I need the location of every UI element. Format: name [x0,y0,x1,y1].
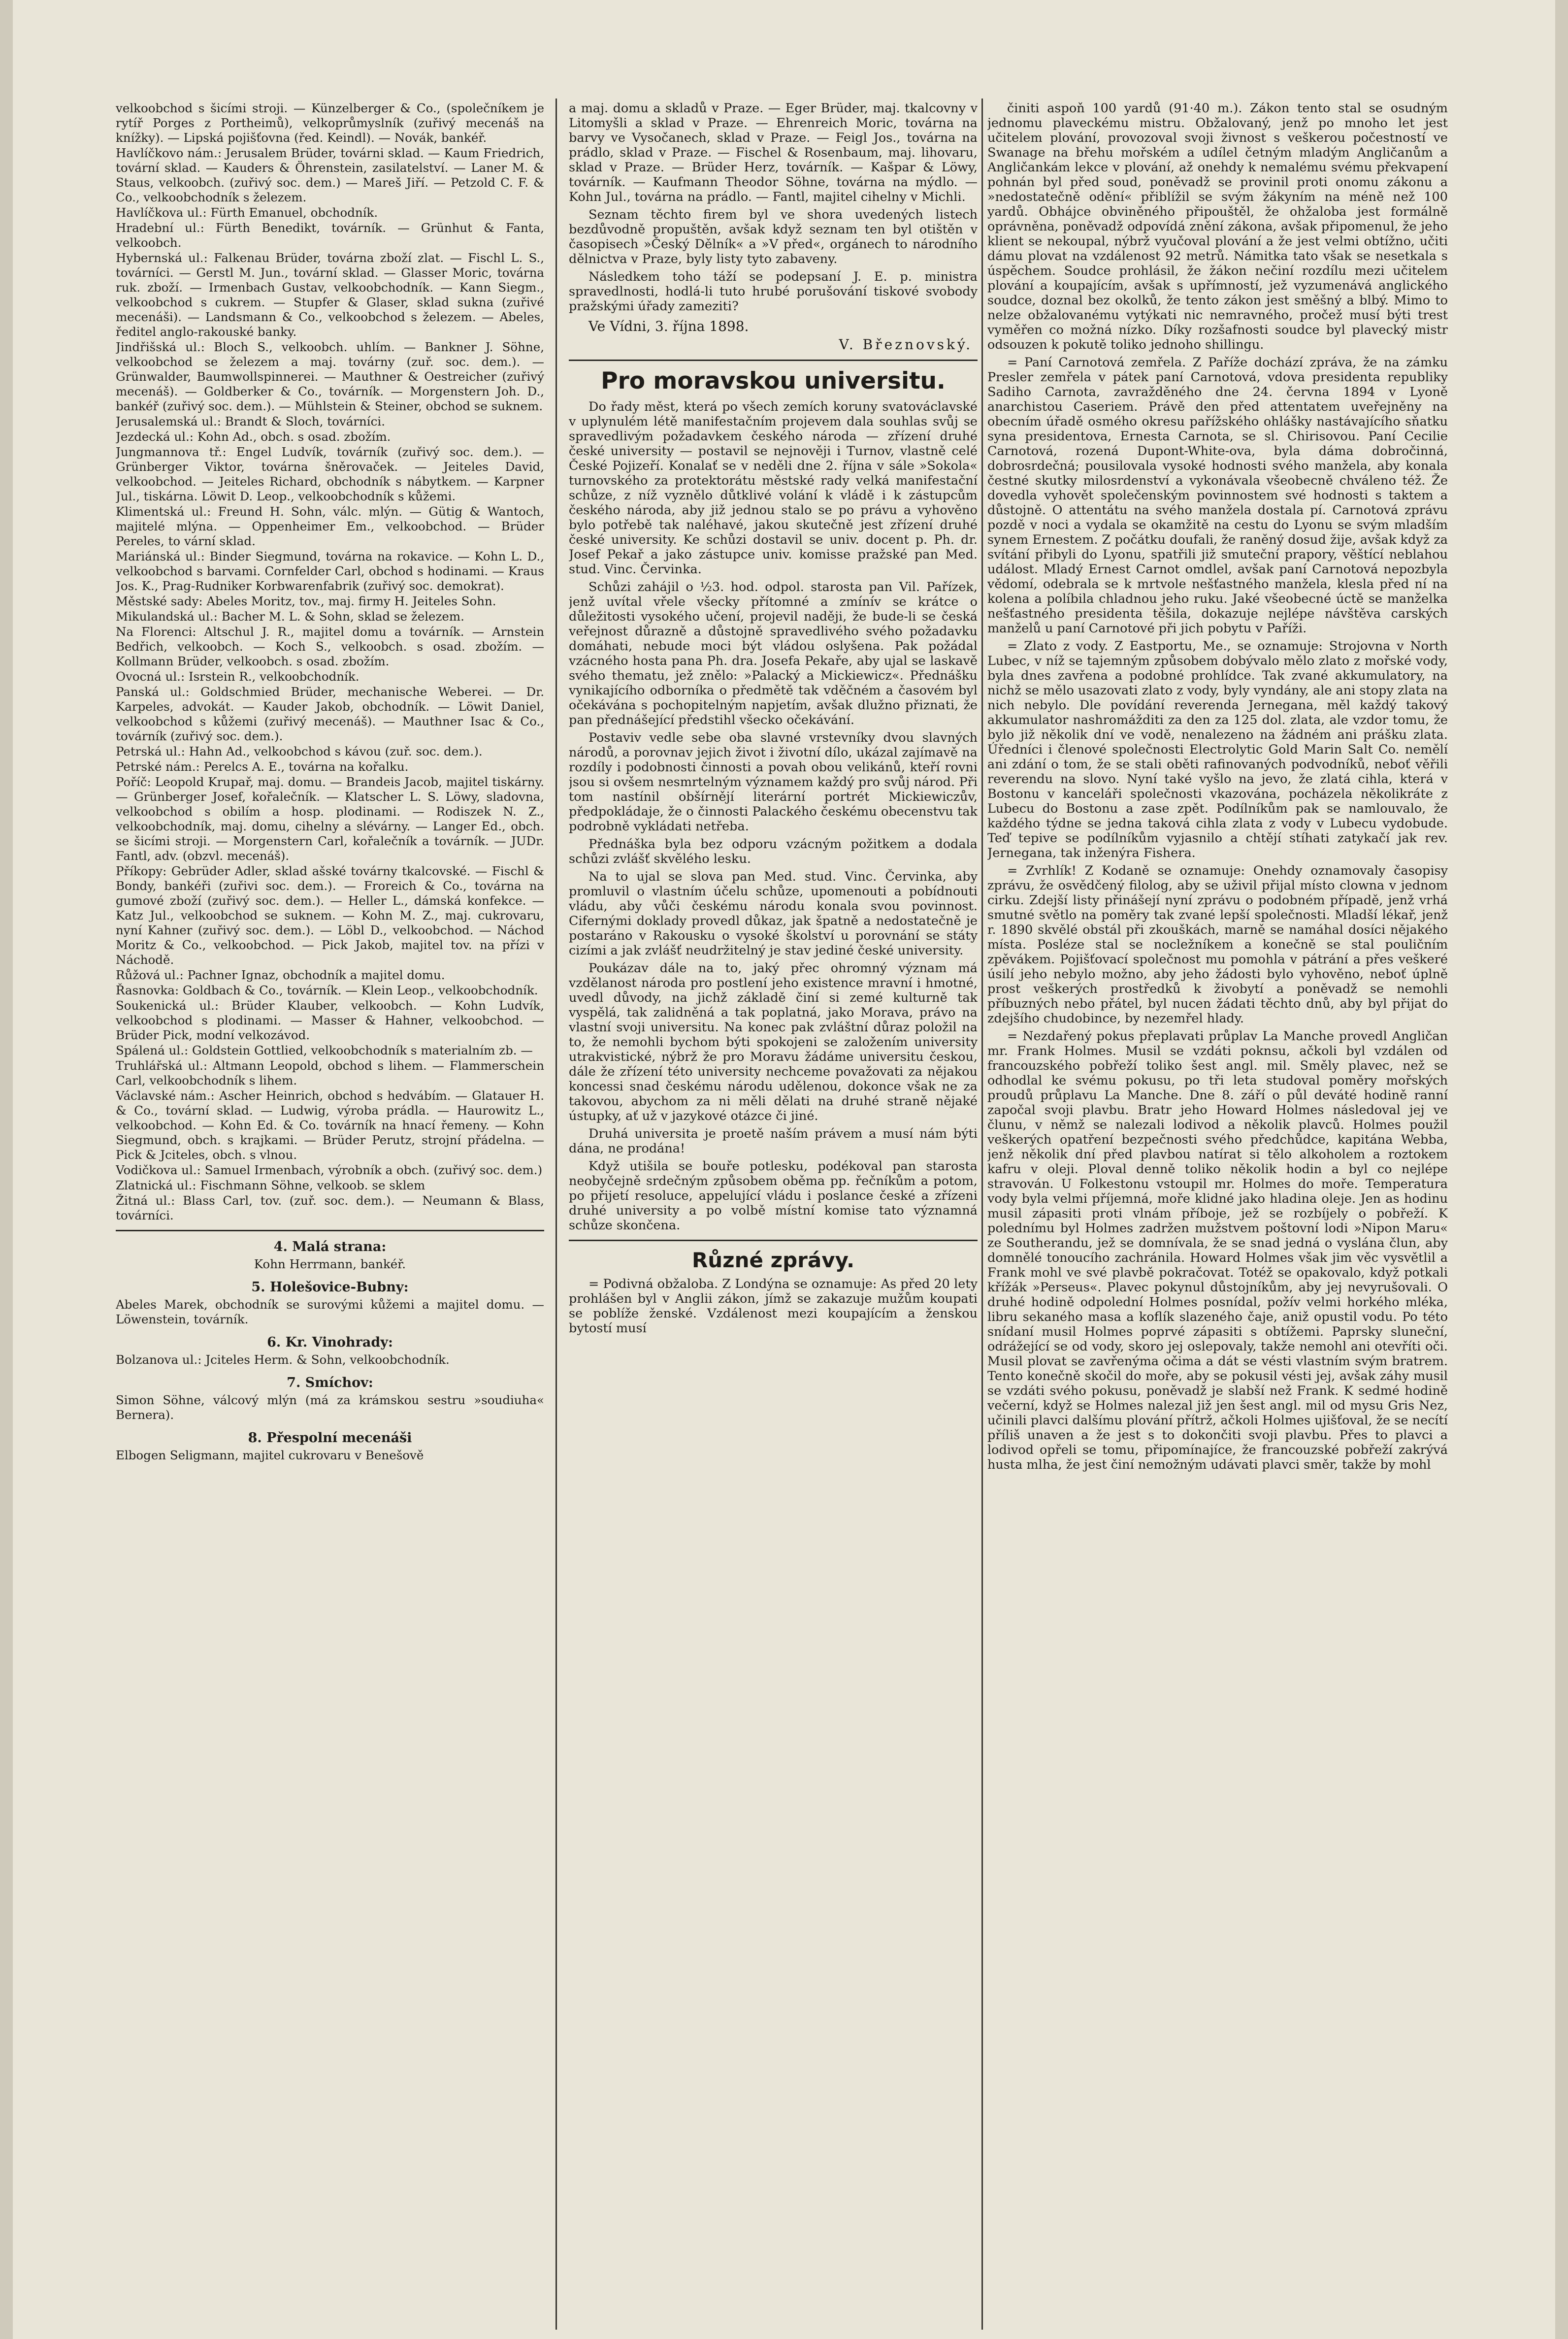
news-paragraph: = Zvrhlík! Z Kodaně se oznamuje: Onehdy oznamovaly časopisy zprávu, že osvědčený filolog, aby se uživil přijal místo clowna v jednom cirku. Zdejší listy přinášejí nyní zprávu o podobném případě, jenž vrhá smutné světlo na poměry tak zvané lepší společnosti. Mladší lékař, jenž r. 1890 skvělé obstál při zkouškách, marně se namáhal dosíci nějakého místa. Posléze stal se nocležníkem a konečně se stal pouličním zpěvákem. Pojišťovací společnost mu pomohla v pátrání a přes veškeré úsilí jeho nebylo možno, aby jeho žádosti bylo vyhověno, neboť úplně prost veškerých prostředků k živobytí a poněvadž se nemohli příbuzných nebo přátel, byl nucen žádati těchto dnů, aby byl přijat do zdejšího chudobince, by nezemřel hlady. [987,863,1448,1026]
dateline: Ve Vídni, 3. října 1898. [588,318,749,334]
news-paragraph: = Paní Carnotová zemřela. Z Paříže dochází zpráva, že na zámku Presler zemřela v pátek paní Carnotová, vdova presidenta republiky Sadiho Carnota, zavražděného dne 24. června 1894 v Lyoně anarchistou Caseriem. Právě den před attentatem uveřejněny na obecním úřadě osmého okresu pařížského ohlášky nastávajícího sňatku syna presidentova, Ernesta Carnota, se sl. Chirisovou. Paní Cecilie Carnotová, rozená Dupont-White-ova, byla dáma dobročinná, dobrosrdečná; pousilovala vysoké hodnosti svého manžela, aby konala čestné skutky milosrdenství a vykonávala všeobecně chváleno též. Že dovedla vyhovět společenským povinnostem své hodnosti s taktem a důstojně. O attentátu na svého manžela dostala pí. Carnotová zprávu pozdě v noci a vydala se okamžitě na cestu do Lyonu se svým mladším synem Ernestem. Z počátku doufali, že raněný dosud žije, avšak když za svítání přibyli do Lyonu, spatřili již smuteční prapory, věštící neblahou událost. Mladý Ernest Carnot omdlel, avšak paní Carnotová nepozbyla vědomí, odebrala se k mrtvole nešťastného manžela, klesla před ní na kolena a políbila chladnou jeho ruku. Jaké všeobecné úctě se manželka nešťastného presidenta těšila, dokazuje nejlépe návštěva carských manželů u paní Carnotové při jich pobytu v Paříži. [987,355,1448,636]
firm-entry: Petrská ul.: Hahn Ad., velkoobchod s kávou (zuř. soc. dem.). [116,744,483,758]
firm-entry: Na Florenci: Altschul J. R., majitel domu a továrník. — Arnstein Bedřich, velkoobch. — Koch S., velkoobch. s osad. zbožím. — Kollmann Brüder, velkoobch. s osad. zbožím. [116,625,544,668]
firm-entry: Růžová ul.: Pachner Ignaz, obchodník a majitel domu. [116,968,445,982]
section-8-text: Elbogen Seligmann, majitel cukrovaru v Benešově [116,1448,424,1462]
article-body [569,399,978,1233]
article-paragraph: Na to ujal se slova pan Med. stud. Vinc. Červinka, aby promluvil o vlastním účelu schůze, upomenouti a pobídnouti vládu, aby vůči českému národu konala svou povinnost. Cifernými doklady provedl důkaz, jak špatně a nedostatečně je postaráno v Rakousku o vysoké školství u porovnání se státy cizími a jak zvlášť neudržitelný je stav jediné české university. [569,869,978,958]
firm-entry: Městské sady: Abeles Moritz, tov., maj. firmy H. Jeiteles Sohn. [116,594,496,608]
firm-list [116,101,544,1223]
firm-entry: Jindřišská ul.: Bloch S., velkoobch. uhlím. — Bankner J. Söhne, velkoobchod se železem a maj. továrny (zuř. soc. dem.). — Grünwalder, Baumwollspinnerei. — Mauthner & Oestreicher (zuřivý mecenáš). — Goldberker & Co., továrník. — Morgenstern Joh. D., bankéř (zuřivý soc. dem.). — Mühlstein & Steiner, obchod se suknem. [116,340,544,413]
firm-entry: Jezdecká ul.: Kohn Ad., obch. s osad. zbožím. [116,429,391,444]
section-5-title: 5. Holešovice-Bubny: [251,1280,409,1295]
section-4-text: Kohn Herrmann, bankéř. [254,1257,406,1271]
firm-entry: Havlíčkova ul.: Fürth Emanuel, obchodník. [116,205,378,220]
column-rule-1 [555,99,557,2330]
firm-entry: Jerusalemská ul.: Brandt & Sloch, továrníci. [116,414,385,428]
section-6-text: Bolzanova ul.: Jciteles Herm. & Sohn, velkoobchodník. [116,1352,450,1367]
firm-entry: a maj. domu a skladů v Praze. — Eger Brüder, maj. tkalcovny v Litomyšli a sklad v Praze. — Ehrenreich Moric, továrna na barvy ve Vysočanech, sklad v Praze. — Feigl Jos., továrna na prádlo, sklad v Praze. — Fischel & Rosenbaum, maj. lihovaru, sklad v Praze. — Brüder Herz, továrník. — Kašpar & Löwy, továrník. — Kaufmann Theodor Söhne, továrna na mýdlo. — Kohn Jul., továrna na prádlo. — Fantl, majitel cihelny v Michli. [569,101,978,204]
firm-entry: velkoobchod s šicími stroji. — Künzelberger & Co., (společníkem je rytíř Porges z Portheimů), velkoprůmyslník (zuřivý mecenáš na knížky). — Lipská pojišťovna (řed. Keindl). — Novák, bankéř. [116,101,544,145]
firm-entry: Panská ul.: Goldschmied Brüder, mechanische Weberei. — Dr. Karpeles, advokát. — Kauder Jakob, obchodník. — Löwit Daniel, velkoobchod s kůžemi (zuřivý mecenáš). — Mauthner Isac & Co., továrník (zuřivý soc. dem.). [116,685,544,743]
news-paragraph: = Nezdařený pokus přeplavati průplav La Manche provedl Angličan mr. Frank Holmes. Musil se vzdáti poknsu, ačkoli byl vzdálen od francouzského pobřeží toliko šest angl. mil. Směly plavec, než se odhodlal ke svému pokusu, po tři leta studoval poměry mořských proudů průplavu La Manche. Dne 8. září o půl deváté hodině ranní započal svoji plavbu. Bratr jeho Howard Holmes následoval jej ve člunu, v němž se nalezali lodivod a několik plavců. Holmes použil veškerých opatření bezpečnosti svého předchůdce, kapitána Webba, jenž několik dní před plavbou natírat si tělo alkoholem a roztokem kafru v oleji. Ploval denně toliko několik hodin a byl co nejlépe stravován. U Folkestonu vstoupil mr. Holmes do moře. Temperatura vody byla velmi příjemná, moře klidné jako hladina oleje. Jen as hodinu musil zápasiti proti vlnám příboje, jež se rozbíjely o pobřeží. K polednímu byl Holmes zadržen mužstvem poštovní lodi »Nipon Maru« ze Southerandu, jež se domnívala, že se snad jedná o vyslána člun, aby domnělé tonoucího zachránila. Howard Holmes však jim věc vysvětlil a Frank mohl ve své plavbě pokračovat. Totéž se opakovalo, když potkali křížák »Perseus«. Plavec pokynul důstojníkům, aby jej nevyrušovali. O druhé hodině odpolední Holmes posnídal, požív velmi horkého mléka, libru sekaného masa a koflík slazeného čaje, aniž opustil vodu. Po této snídaní musil Holmes poprvé zápasiti s obtížemi. Paprsky sluneční, odrážející se od vody, skoro jej oslepovaly, takže nemohl ani otevříti oči. Musil plovat se zavřenýma očima a dát se vésti vlastním svým bratrem. Tento konečně skočil do moře, aby se pokusil vésti jej, avšak záhy musil se vzdáti svého pokusu, poněvadž je slabší než Frank. K sedmé hodině večerní, když se Holmes nalezal již jen šest angl. mil od mysu Gris Nez, učinili plavci dalšímu plování přítrž, ačkoli Holmes ujišťoval, že se necítí příliš unaven a že jest s to dokončiti svoji plavbu. Přes to plavci a lodivod opřeli se tomu, připomínajíce, že francouzské pobřeží zakrývá husta mlha, že jest činí nemožným udávati plavci směr, takže by mohl [987,1029,1448,1472]
section-8-title: 8. Přespolní mecenáši [248,1430,412,1446]
divider [569,1240,978,1241]
firm-entry: Zlatnická ul.: Fischmann Söhne, velkoob. se sklem [116,1178,425,1192]
firm-entry: Žitná ul.: Blass Carl, tov. (zuř. soc. dem.). — Neumann & Blass, továrníci. [116,1193,544,1222]
column-1 [116,101,544,2327]
firm-entry: Václavské nám.: Ascher Heinrich, obchod s hedvábím. — Glatauer H. & Co., tovární sklad. — Ludwig, výroba prádla. — Haurowitz L., velkoobchod. — Kohn Ed. & Co. továrník na hnací řemeny. — Kohn Siegmund, obch. s krajkami. — Brüder Perutz, strojní přádelna. — Pick & Jciteles, obch. s vlnou. [116,1088,544,1162]
right-scan-margin [1555,0,1568,2339]
article-paragraph: Poukázav dále na to, jaký přec ohromný význam má vzdělanost národa pro postlení jeho existence mravní i hmotné, uvedl důvody, na jichž základě činí si zemé kulturně tak vyspělá, tak zalidněná a tak poplatná, jako Morava, právo na vlastní svoji universitu. Na konec pak zvláštní důraz položil na to, že nemohli bychom býti spokojeni se založením university utrakvistické, nýbrž že pro Moravu žádáme universitu českou, dále že zřízení této university nechceme považovati za nějakou koncessi snad českému národu udělenou, dokonce však ne za takovou, abychom za ni měli dělati na druhé straně nějaké ústupky, ať už v jazykové otázce či jiné. [569,961,978,1123]
firm-entry: Hybernská ul.: Falkenau Brüder, továrna zboží zlat. — Fischl L. S., továrníci. — Gerstl M. Jun., tovární sklad. — Glasser Moric, továrna ruk. zboží. — Irmenbach Gustav, velkoobchodník. — Kann Siegm., velkoobchod s cukrem. — Stupfer & Glaser, sklad sukna (zuřivé mecenáši). — Landsmann & Co., velkoobchod s železem. — Abeles, ředitel anglo-rakouské banky. [116,251,544,339]
divider [569,360,978,361]
section-4-title: 4. Malá strana: [273,1239,387,1254]
article-paragraph: Přednáška byla bez odporu vzácným požitkem a dodala schůzi zvlášť skvělého lesku. [569,837,978,866]
article-paragraph: Druhá universita je proetě naším právem a musí nám býti dána, ne prodána! [569,1126,978,1156]
section-6-title: 6. Kr. Vinohrady: [267,1335,393,1350]
firm-entry: Řasnovka: Goldbach & Co., továrník. — Klein Leop., velkoobchodník. [116,983,538,997]
firm-entry: Havlíčkovo nám.: Jerusalem Brüder, továrni sklad. — Kaum Friedrich, tovární sklad. — Kauders & Öhrenstein, zasilatelství. — Laner M. & Staus, velkoobch. (zuřivý soc. dem.) — Mareš Jiří. — Petzold C. F. & Co., velkoobchodník s železem. [116,146,544,204]
news-paragraph: = Podivná obžaloba. Z Londýna se oznamuje: As před 20 lety prohlášen byl v Anglii zákon, jímž se zakazuje mužům koupati se poblíže ženské. Vzdálenost mezi koupajícím a ženskou bytostí musí [569,1277,978,1336]
interpellation-para-2: Následkem toho táží se podepsaní J. E. p. ministra spravedlnosti, hodlá-li tuto hrubé porušování tiskové svobody pražskými úřady zameziti? [569,269,978,314]
firm-entry: Truhlářská ul.: Altmann Leopold, obchod s lihem. — Flammerschein Carl, velkoobchodník s lihem. [116,1058,544,1087]
firm-entry: Mariánská ul.: Binder Siegmund, továrna na rokavice. — Kohn L. D., velkoobchod s barvami. Cornfelder Carl, obchod s hodinami. — Kraus Jos. K., Prag-Rudniker Korbwarenfabrik (zuřivý soc. demokrat). [116,549,544,593]
article-paragraph: Když utišila se bouře potlesku, podékoval pan starosta neobyčejně srdečným způsobem oběma pp. řečníkům a potom, po přijetí resoluce, appelující vládu i poslance české a zřízeni druhé university a po volbě místní komise tato významná schůze skončena. [569,1159,978,1233]
column-rule-2 [981,99,983,2330]
firm-entry: Soukenická ul.: Brüder Klauber, velkoobch. — Kohn Ludvík, velkoobchod s plodinami. — Masser & Hahner, velkoobchod. — Brüder Pick, modní velkozávod. [116,998,544,1042]
column-2 [569,101,978,2327]
firm-entry: Poříč: Leopold Krupař, maj. domu. — Brandeis Jacob, majitel tiskárny. — Grünberger Josef, kořalečník. — Klatscher L. S. Löwy, sladovna, velkoobchod s obilím a hosp. plodinami. — Rodiszek N. Z., velkoobchodník, maj. domu, cihelny a slévárny. — Langer Ed., obch. se šicími stroji. — Morgenstern Carl, kořalečník a továrník. — JUDr. Fantl, adv. (obzvl. mecenáš). [116,775,544,863]
interpellation-para-1: Seznam těchto firem byl ve shora uvedených listech bezdůvodně propuštěn, avšak když seznam ten byl otištěn v časopisech »Český Dělník« a »V před«, orgánech to národního dělnictva v Praze, byly listy tyto zabaveny. [569,207,978,266]
column-3 [987,101,1448,2327]
news-paragraph: činiti aspoň 100 yardů (91·40 m.). Zákon tento stal se osudným jednomu plaveckému mistru. Obžalovaný, jenž po mnoho let jest učitelem plování, provozoval svoji živnost s veškerou počestností ve Swanage na břehu mořském a udílel četným mladým Angličanům a Angličankám lekce v plování, až onehdy k nemalému svému překvapení pohnán byl před soud, poněvadž se provinil proti onomu zákonu a »nedostatečně odění« přiblížil se svým žákyním na méně než 100 yardů. Obhájce obviněného připouštěl, že ohžaloba jest formálně oprávněna, poněvadž odpovídá znění zákona, avšak připomenul, že jeho klient se nekoupal, nýbrž vyučoval plování a že jest velmi obtížno, učiti dámu plovat na vzdálenost 92 metrů. Námitka tato však se nesetkala s úspěchem. Soudce prohlásil, že žákon nečiní rozdílu mezi učitelem plování a koupajícím, avšak s upřímností, jež vyzumenává anglického soudce, doznal bez okolků, že tento zákon jest směšný a blbý. Mimo to nelze obžalovanému vytýkati nic nemravného, pročež musí býti trest vyměřen co možná nízko. Díky rozšafnosti soudce byl plavecký mistr odsouzen k pokutě toliko jednoho shillingu. [987,101,1448,352]
news-headline: Různé zprávy. [691,1248,855,1272]
firm-entry: Příkopy: Gebrüder Adler, sklad ašské továrny tkalcovské. — Fischl & Bondy, bankéři (zuřivi soc. dem.). — Froreich & Co., továrna na gumové zboží (zuřivý soc. dem.). — Heller L., dámská konfekce. — Katz Jul., velkoobchod se suknem. — Kohn M. Z., maj. cukrovaru, nyní Kahner (zuřivý soc. dem.). — Löbl D., velkoobchod. — Náchod Moritz & Co., velkoobchod. — Pick Jakob, majitel tov. na přízi v Náchodě. [116,864,544,967]
section-7-title: 7. Smíchov: [287,1375,373,1390]
firm-entry: Spálená ul.: Goldstein Gottlied, velkoobchodník s materialním zb. — [116,1043,533,1057]
firm-entry: Ovocná ul.: Isrstein R., velkoobchodník. [116,669,359,684]
firm-list-continued [569,101,978,204]
firm-entry: Hradební ul.: Fürth Benedikt, továrník. — Grünhut & Fanta, velkoobch. [116,221,544,250]
signature: V. Březnovský. [839,336,973,353]
section-5-text: Abeles Marek, obchodník se surovými kůžemi a majitel domu. — Löwenstein, továrník. [116,1297,544,1326]
article-paragraph: Do řady měst, která po všech zemích koruny svatováclavské v uplynulém létě manifestačním projevem dala souhlas svůj se spravedlivým požadavkem českého národa — zřízení druhé české university — postavil se nejnověji i Turnov, vlastně celé České Pojizeří. Konalať se v neděli dne 2. října v sále »Sokola« turnovského za protektorátu městské rady velká manifestační schůze, z níž vyznělo důtklivé volání k vládě i k zástupcům českého národa, aby již jednou stalo se po právu a vyhověno bylo potřebě tak naléhavé, jakou skutečně jest zřízení druhé české university. Ke schůzi dostavil se univ. docent p. Ph. dr. Josef Pekař a jako zástupce univ. komisse pražské pan Med. stud. Vinc. Červinka. [569,399,978,577]
news-paragraph: = Zlato z vody. Z Eastportu, Me., se oznamuje: Strojovna v North Lubec, v níž se tajemným způsobem dobývalo mělo zlato z mořské vody, byla dnes zavřena a podobné prohlídce. Tak zvané akkumulatory, na nichž se mělo usazovati zlato z vody, byly vyndány, ale ani stopy zlata na nich nebylo. Dle povídání reverenda Jernegana, měl každý takový akkumulator nashromážditi za den za 125 dol. zlata, ale vzdor tomu, že bylo již několik dní ve vodě, nenalezeno na žádném ani prášku zlata. Úředníci i členové společnosti Electrolytic Gold Marin Salt Co. nemělí ani zdání o tom, že se stali oběti rafinovaných podvodníků, neboť věřili reverendu na slovo. Nyní také vyšlo na jevo, že zlatá cihla, která v Bostonu v kanceláři společnosti vkazována, pocházela několikráte z Lubecu do Bostonu a zase zpět. Podílníkům pak se namlouvalo, že každého týdne se jedna taková cihla zlata z vody v Lubecu vydobude. Teď tepive se podílníkům vyjasnilo a chtějí stíhati zatykačí jak rev. Jernegana, tak inženýra Fishera. [987,639,1448,860]
article-paragraph: Postaviv vedle sebe oba slavné vrstevníky dvou slavných národů, a porovnav jejich život i životní dílo, ukázal zajímavě na rozdíly i podobnosti činnosti a povah obou velikánů, kteří rovni jsou si ovšem nesmrtelným významem každý pro svůj národ. Při tom nastínil obšírnějí literární portrét Mickiewiczův, předpokládaje, že o činnosti Palackého českému obecenstvu tak podrobně vykládati netřeba. [569,730,978,834]
firm-entry: Klimentská ul.: Freund H. Sohn, válc. mlýn. — Gütig & Wantoch, majitelé mlýna. — Oppenheimer Em., velkoobchod. — Brüder Pereles, to vární sklad. [116,504,544,548]
left-scan-margin [0,0,13,2339]
firm-entry: Petrské nám.: Perelcs A. E., továrna na kořalku. [116,759,409,774]
news-body [569,1277,978,1336]
article-headline: Pro moravskou universitu. [601,367,946,395]
news-continued [987,101,1448,1472]
firm-entry: Jungmannova tř.: Engel Ludvík, továrník (zuřivý soc. dem.). — Grünberger Viktor, továrna šněrovaček. — Jeiteles David, velkoobchod. — Jeiteles Richard, obchodník s nábytkem. — Karpner Jul., tiskárna. Löwit D. Leop., velkoobchodník s kůžemi. [116,445,544,503]
divider [116,1230,544,1231]
firm-entry: Mikulandská ul.: Bacher M. L. & Sohn, sklad se železem. [116,609,464,624]
article-paragraph: Schůzi zahájil o ½3. hod. odpol. starosta pan Vil. Pařízek, jenž uvítal vřele všecky přítomné a zmínív se krátce o důležitosti vysokého učení, projevil naději, že bude-li se česká veřejnost důrazně a důstojně spravedlivého svého požadavku domáhati, nebude moci být vládou oslyšena. Pak požádal vzácného hosta pana Ph. dra. Josefa Pekaře, aby ujal se laskavě svého thematu, jež znělo: »Palacký a Mickiewicz«. Přednášku vynikajícího odborníka o předmětě tak vděčném a časovém byl očekávána s pochopitelným napjetím, avšak dlužno přiznati, že pan přednášející předstihl všecko očekávání. [569,580,978,727]
firm-entry: Vodičkova ul.: Samuel Irmenbach, výrobník a obch. (zuřivý soc. dem.) [116,1163,543,1177]
section-7-text: Simon Söhne, válcový mlýn (má za krámskou sestru »soudiuha« Bernera). [116,1393,544,1422]
